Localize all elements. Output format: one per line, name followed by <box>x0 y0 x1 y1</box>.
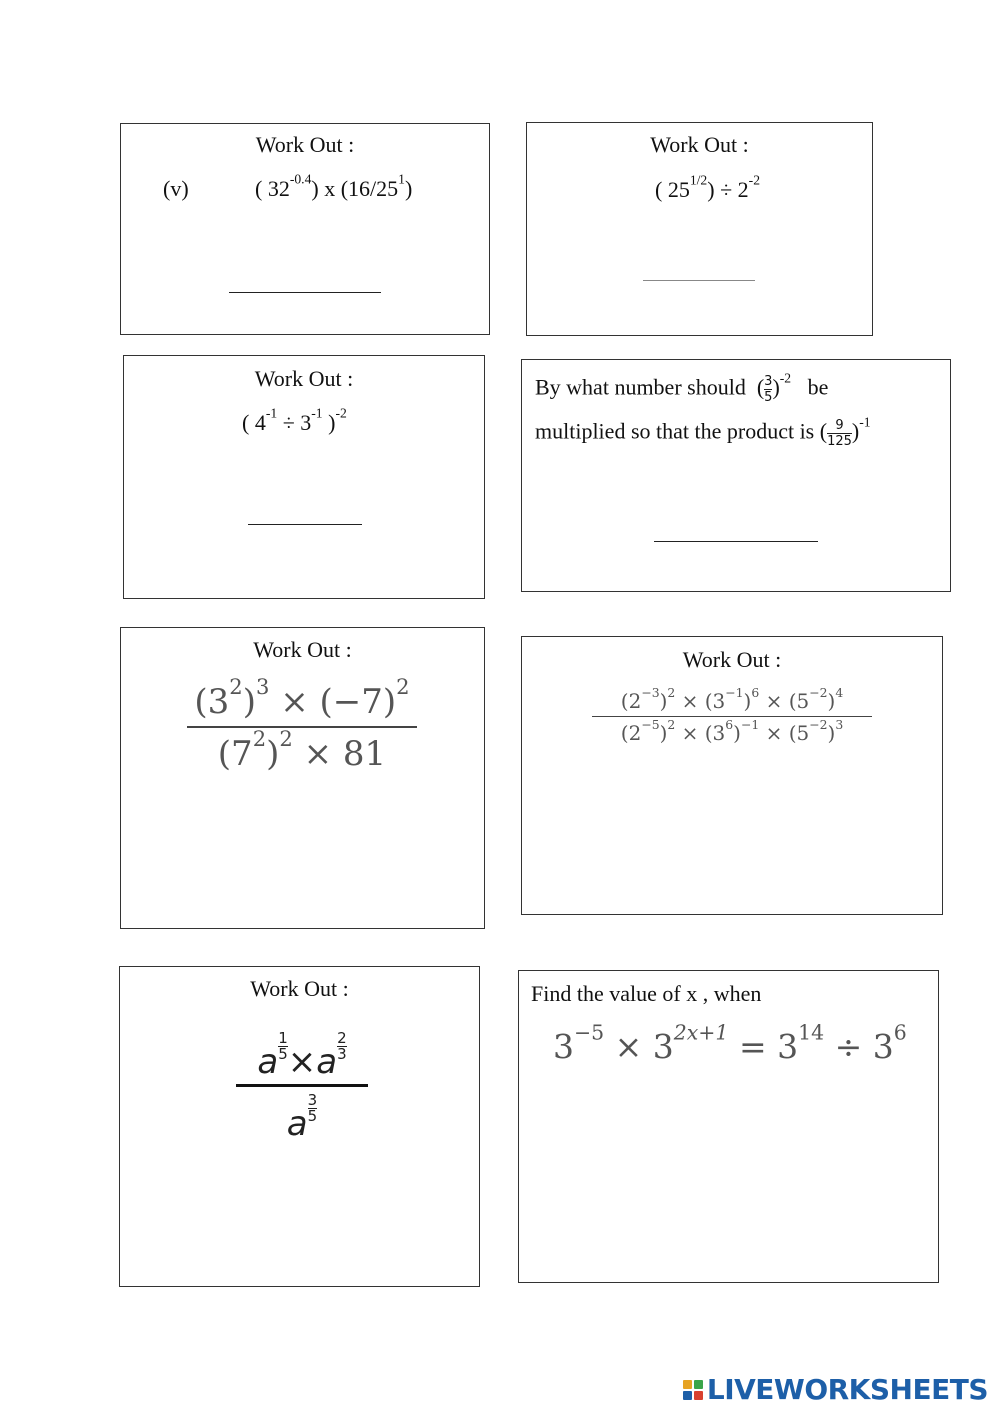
numerator: $a\frac{1}{5}\times a\frac{2}{3}$ <box>257 1029 347 1082</box>
denominator: $(7^2)^2 \times 81$ <box>217 726 387 774</box>
card-title: Work Out : <box>255 132 355 157</box>
fraction: $\frac{3}{5}$ <box>764 374 773 405</box>
answer-line[interactable] <box>643 280 755 281</box>
liveworksheets-logo[interactable] <box>683 1373 988 1406</box>
question-expression: ( $25^{1/2}) \div 2^{-2}$ <box>655 172 761 202</box>
card-title: Work Out : <box>254 366 354 391</box>
question-card-8 <box>518 970 939 1283</box>
fraction-expression <box>187 674 417 774</box>
question-card-4 <box>521 359 951 592</box>
logo-icon <box>683 1380 703 1400</box>
fraction: $\frac{9}{125}$ <box>827 418 852 449</box>
numerator: $(2^{-3})^2 \times (3^{-1})^6 \times (5^{-2})^4$ <box>620 684 844 713</box>
fraction-expression <box>236 1031 368 1144</box>
question-expression <box>163 176 189 202</box>
question-card-3 <box>123 355 485 599</box>
question-text: Find the value of x , when <box>531 981 762 1006</box>
question-expression: ( $32^{-0.4}$) x $(16/25^1)$ <box>255 171 413 201</box>
answer-line[interactable] <box>229 292 381 293</box>
question-text: By what number should $(\frac{3}{5})^{-2}$ be <box>535 370 829 405</box>
question-card-5 <box>120 627 485 929</box>
question-text: multiplied so that the product is $(\frac{9}{125})^{-1}$ <box>535 414 871 449</box>
denominator: $a\frac{3}{5}$ <box>286 1091 318 1144</box>
card-title: Work Out : <box>250 976 349 1001</box>
question-card-7 <box>119 966 480 1287</box>
question-expression: ( $4^{-1} \div 3^{-1}$ )$^{-2}$ <box>242 405 347 435</box>
question-card-2 <box>526 122 873 336</box>
answer-line[interactable] <box>248 524 362 525</box>
card-title: Work Out : <box>650 132 749 157</box>
logo-text: LIVEWORKSHEETS <box>706 1373 988 1406</box>
card-title: Work Out : <box>253 637 352 662</box>
item-label: (v) <box>163 176 189 201</box>
question-card-1 <box>120 123 490 335</box>
denominator: $(2^{-5})^2 \times (3^6)^{-1} \times (5^{-2})^3$ <box>620 716 844 745</box>
equation: $3^{-5} \times 3^{2x+1} = 3^{14} \div 3^6$ <box>553 1020 907 1066</box>
card-title: Work Out : <box>682 647 782 672</box>
numerator: $(3^2)^3 \times (-7)^2$ <box>194 674 410 722</box>
fraction-expression <box>592 684 872 745</box>
answer-line[interactable] <box>654 541 818 542</box>
question-card-6 <box>521 636 943 915</box>
